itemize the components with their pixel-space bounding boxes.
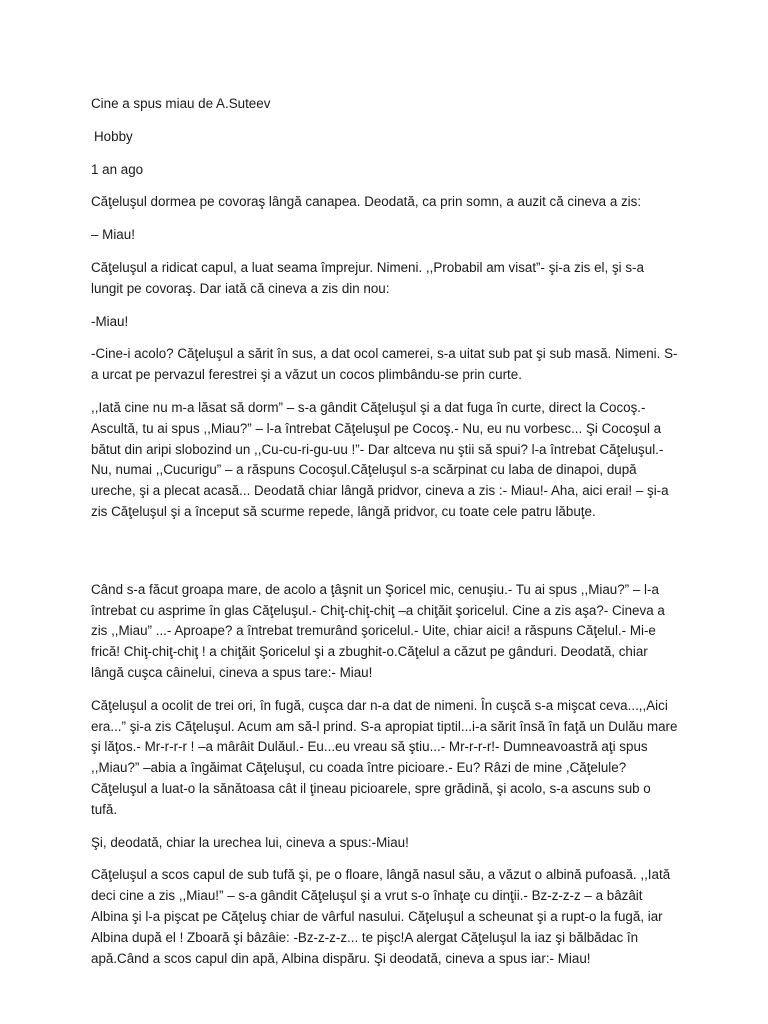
document-body	[91, 94, 679, 969]
paragraph: Când s-a făcut groapa mare, de acolo a ţâşnit un Şoricel mic, cenuşiu.- Tu ai spus ,,Miau?” – l-a întrebat cu asprime în glas Căţeluşul.- Chiţ-chiţ-chiţ –a chiţăit şoricelul. Cine a zis aşa?- Cineva a zis ,,Miau” ...- Aproape? a întrebat tremurând şoricelul.- Uite, chiar aici! a răspuns Căţelul.- Mi-e frică! Chiţ-chiţ-chiţ ! a chiţăit Şoricelul şi a zbughit-o.Căţelul a căzut pe gânduri. Deodată, chiar lângă cuşca câinelui, cineva a spus tare:- Miau!	[91, 581, 665, 680]
paragraph: – Miau!	[91, 227, 135, 243]
paragraph: Căţeluşul a ocolit de trei ori, în fugă, cuşca dar n-a dat de nimeni. În cuşcă s-a mişcat ceva...,,Aici era...” şi-a zis Căţeluşul. Acum am să-l prind. S-a apropiat tiptil...i-a sărit însă în faţă un Dulău mare şi lăţos.- Mr-r-r-r ! –a mârâit Dulăul.- Eu...eu vreau să ştiu...- Mr-r-r-r!- Dumneavoastră aţi spus ,,Miau?” –abia a îngăimat Căţeluşul, cu coada între picioare.- Eu? Râzi de mine ,Căţelule?Căţeluşul a luat-o la sănătoasa cât il ţineau picioarele, spre grădină, şi acolo, s-a ascuns sub o tufă.	[91, 697, 678, 817]
paragraph: Şi, deodată, chiar la urechea lui, cineva a spus:-Miau!	[91, 834, 409, 850]
paragraph: Căţeluşul a ridicat capul, a luat seama împrejur. Nimeni. ,,Probabil am visat”- şi-a zis el, şi s-a lungit pe covoraş. Dar iată că cineva a zis din nou:	[91, 259, 644, 296]
paragraph: ,,Iată cine nu m-a lăsat să dorm” – s-a gândit Căţeluşul şi a dat fuga în curte, direct la Cocoş.- Ascultă, tu ai spus ,,Miau?” – l-a întrebat Căţeluşul pe Cocoş.- Nu, eu nu vorbesc... Şi Cocoşul a bătut din aripi slobozind un ,,Cu-cu-ri-gu-uu !”- Dar altceva nu ştii să spui? l-a întrebat Căţeluşul.- Nu, numai ,,Cucurigu” – a răspuns Cocoşul.Căţeluşul s-a scărpinat cu laba de dinapoi, după ureche, şi a plecat acasă... Deodată chiar lângă pridvor, cineva a zis :- Miau!- Aha, aici erai! – şi-a zis Căţeluşul şi a început să scurme repede, lângă pridvor, cu toate cele patru lăbuţe.	[91, 399, 669, 519]
paragraph: -Miau!	[91, 313, 129, 329]
paragraph: -Cine-i acolo? Căţeluşul a sărit în sus, a dat ocol camerei, s-a uitat sub pat şi sub masă. Nimeni. S-a urcat pe pervazul ferestrei şi a văzut un cocos plimbându-se prin curte.	[91, 346, 678, 383]
posted-time: 1 an ago	[91, 161, 144, 177]
paragraph: Căţeluşul a scos capul de sub tufă şi, pe o floare, lângă nasul său, a văzut o albină pufoasă. ,,Iată deci cine a zis ,,Miau!” – s-a gândit Căţeluşul şi a vrut s-o înhaţe cu dinţii.- Bz-z-z-z – a bâzâit Albina şi l-a pişcat pe Căţeluş chiar de vârful nasului. Căţeluşul a scheunat şi a rupt-o la fugă, iar Albina după el ! Zboară şi bâzâie: -Bz-z-z-z... te pişc!A alergat Căţeluşul la iaz şi bălbădac în apă.Când a scos capul din apă, Albina dispăru. Şi deodată, cineva a spus iar:- Miau!	[91, 867, 671, 966]
paragraph: Căţeluşul dormea pe covoraş lângă canapea. Deodată, ca prin somn, a auzit că cineva a zis:	[91, 194, 642, 210]
empty-paragraph	[91, 535, 679, 568]
document-title: Cine a spus miau de A.Suteev	[91, 96, 271, 111]
category-label: Hobby	[94, 128, 133, 144]
